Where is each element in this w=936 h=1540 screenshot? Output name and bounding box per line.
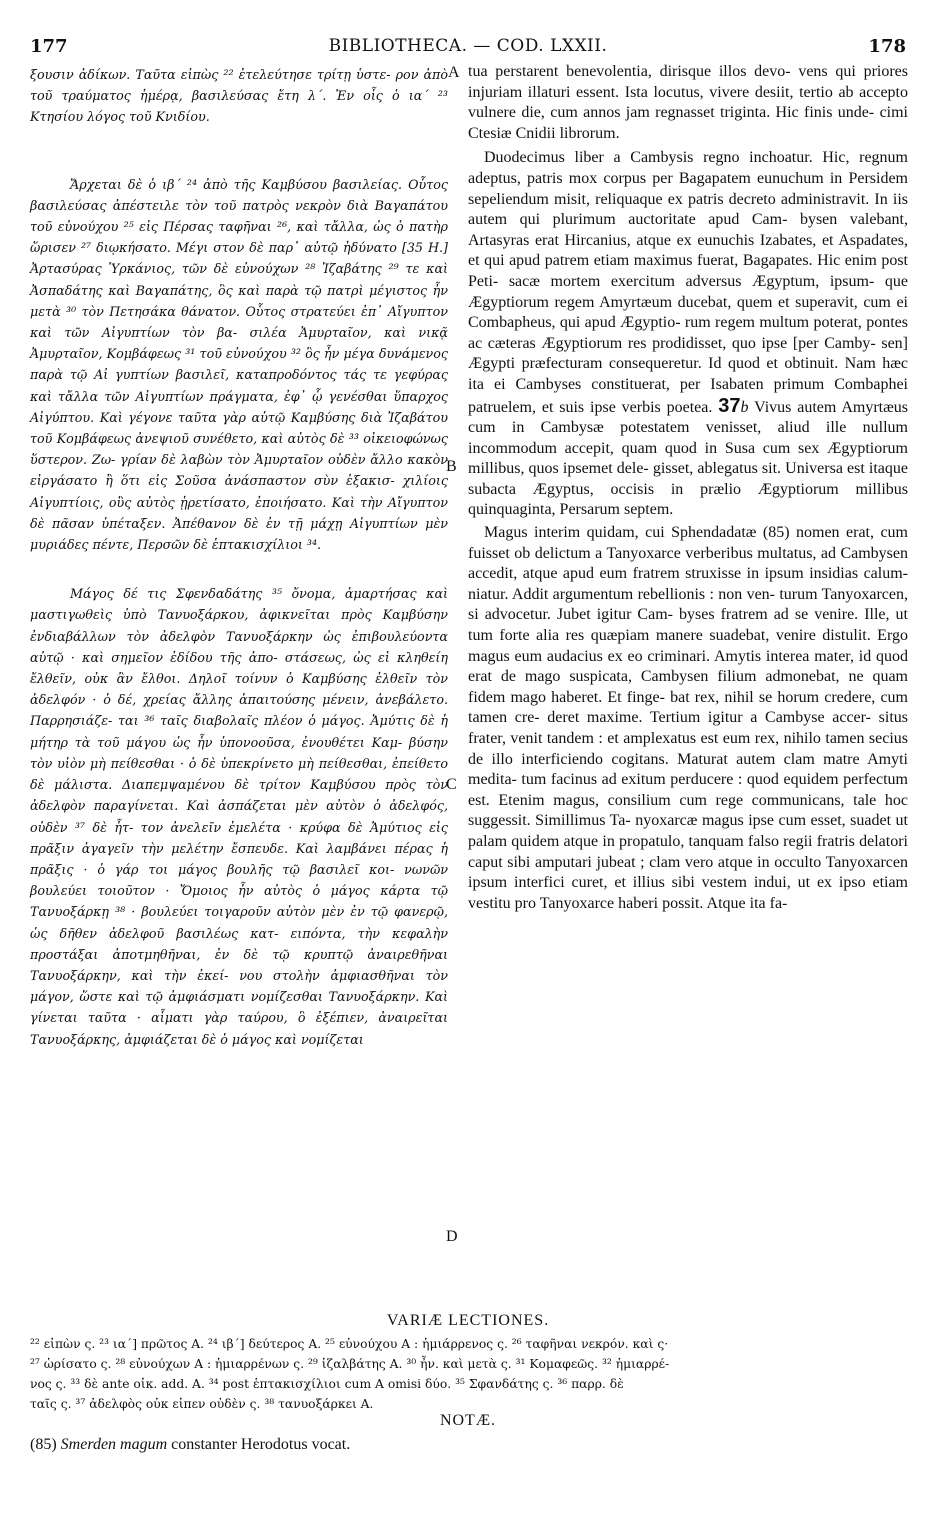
greek-column <box>30 64 448 1050</box>
variae-lectiones <box>30 1334 906 1414</box>
note-text: constanter Herodotus vocat. <box>171 1436 351 1453</box>
variant-line: ²⁷ ὡρίσατο ς. ²⁸ εὐνούχων A : ἡμιαρρένων ς. ²⁹ ἰζαλβάτης A. ³⁰ ἦν. καὶ μετὰ ς. ³¹ Κομαφεῶς. ³² ἡμιαρρέ- <box>30 1357 670 1371</box>
page-mark-side: b <box>740 398 749 416</box>
variae-lectiones-heading: VARIÆ LECTIONES. <box>386 1312 550 1329</box>
latin-paragraph-2 <box>468 148 908 521</box>
page-mark-number: 37 <box>718 394 741 417</box>
latin-paragraph-1: tua perstarent benevolentia, dirisque illos devo- vens qui priores injuriam illaturi essent. Ista locutus, vivere desiit, tertio ab accepto vulnere die, cum annos jam regnasset triginta. Hic finis unde- cimi Ctesiæ Cnidii librorum. <box>468 63 908 142</box>
latin-paragraph-2b: Vivus autem Amyrtæus cum in Cambysæ potestatem venisset, aliud ille nullum incommodum accepit, quam quod in Susa cum sex Ægyptiorum millibus, quos ipsemet dele- gisset, ablegatus sit. Universa est itaque subacta Ægyptus, occisis in prælio Ægyptiorum millibus quinquaginta, Persarum septem. <box>468 398 908 519</box>
margin-marker-a: A <box>448 64 460 81</box>
left-page-number: 177 <box>30 36 68 57</box>
note-number: (85) <box>30 1436 57 1453</box>
variant-line: νος ς. ³³ δὲ ante οἰκ. add. A. ³⁴ post ἑπτακισχίλιοι cum A omisi δύο. ³⁵ Σφανδάτης ς. ³⁶ παρρ. δὲ <box>30 1377 624 1391</box>
right-page-number: 178 <box>868 36 906 57</box>
margin-marker-b: B <box>446 458 457 475</box>
greek-paragraph-3: Μάγος δέ τις Σφενδαδάτης ³⁵ ὄνομα, ἁμαρτήσας καὶ μαστιγωθεὶς ὑπὸ Τανυοξάρκου, ἀφικνεῖται πρὸς Καμβύσην ἐνδιαβάλλων τὸν ἀδελφὸν Τανυοξάρκην ὡς ἐπιβουλεύοντα αὐτῷ · καὶ σημεῖον ἐδίδου τῆς ἀπο- στάσεως, ὡς εἰ κληθείη ἔλθεῖν, οὐκ ἂν ἔλθοι. Δηλοῖ τοίνυν ὁ Καμβύσης ἐλθεῖν τὸν ἀδελφόν · ὁ δέ, χρείας ἄλλης ἀπαιτούσης μένειν, ἀνεβάλετο. Παρρησιάζε- ται ³⁶ ταῖς διαβολαῖς πλέον ὁ μάγος. Ἀμύτις δὲ ἡ μήτηρ τὰ τοῦ μάγου ὡς ἦν ὑπονοοῦσα, ἐνουθέτει Καμ- βύσην τὸν υἱὸν μὴ πείθεσθαι · ὁ δὲ ὑπεκρίνετο μὴ πείθεσθαι, ἐπείθετο δὲ μάλιστα. Διαπεμψαμένου δὲ τρίτον Καμβύσου πρὸς τὸν ἀδελφὸν παραγίνεται. Καὶ ἀσπάζεται μὲν αὐτὸν ὁ ἀδελφός, οὐδὲν ³⁷ δὲ ἧτ- τον ἀνελεῖν ἐμελέτα · κρύφα δὲ Ἀμύτιος εἰς πρᾶξιν ἀγαγεῖν τὴν μελέτην ἔσπευδε. Καὶ λαμβάνει πέρας ἡ πρᾶξις · ὁ γάρ τοι μάγος βουλῆς τῷ βασιλεῖ κοι- νωνῶν βουλεύει τοιοῦτον · Ὅμοιος ἦν αὐτὸς ὁ μάγος κάρτα τῷ Τανυοξάρκῃ ³⁸ · βουλεύει τοιγαροῦν αὐτὸν μὲν ἐν τῷ φανερῷ, ὡς δῆθεν ἀδελφοῦ βασιλέως κατ- ειπόντα, τὴν κεφαλὴν προστάξαι ἀποτμηθῆναι, ἐν δὲ τῷ κρυπτῷ ἀναιρεθῆναι Τανυοξάρκην, καὶ τὴν ἐκεί- νου στολὴν ἀμφιασθῆναι τὸν μάγον, ὥστε καὶ τῷ ἀμφιάσματι νομίζεσθαι Τανυοξάρκην. Καὶ γίνεται ταῦτα · αἷματι γὰρ ταύρου, ὃ ἐξέπιεν, ἀναιρεῖται Τανυοξάρκης, ἀμφιάζεται δὲ ὁ μάγος καὶ νομίζεται <box>30 586 448 1047</box>
greek-paragraph-1: ξουσιν ἀδίκων. Ταῦτα εἰπὼς ²² ἐτελεύτησε τρίτῃ ὑστε- ρον ἀπὸ τοῦ τραύματος ἡμέρᾳ, βασιλεύσας ἔτη λ΄. Ἐν οἷς ὁ ια΄ ²³ Κτησίου λόγος τοῦ Κνιδίου. <box>30 67 448 125</box>
margin-marker-d: D <box>446 1228 458 1245</box>
note-italic-text: Smerden magum <box>60 1436 168 1453</box>
variant-line: ταῖς ς. ³⁷ ἀδελφὸς οὐκ εἰπεν οὐδὲν ς. ³⁸ τανυοξάρκει A. <box>30 1397 374 1411</box>
page-header <box>0 8 936 57</box>
latin-paragraph-2a: Duodecimus liber a Cambysis regno inchoatur. Hic, regnum adeptus, patris mox corpus per Bagapatem eunuchum in Persidem sepeliendum misit, reliquaque ex patris decreto administravit. In iis autem qui plurimum auctoritate apud Cam- bysen valebant, Artasyras erat Hircanius, atque ex eunuchis Izabates, et Aspadates, et qui apud patrem etiam maximus fuerat, Bagapates. Hic enim post Peti- sacæ mortem exercitum adversus Ægyptum, ipsum- que Ægyptiorum regem Amyrtæum ducebat, quem et superavit, cum ei Combapheus, qui apud Ægyptio- rum regem multum poterat, pontes ac cæteras Ægyptiorum res prodidisset, quo ipse [per Camby- sen] Ægypti præfecturam consequeretur. Id quod et obtinuit. Nam hæc ita ei Cambyses constituerat, per Isabaten primum Combaphei patruelem, et suis ipse verbis poetea. <box>468 149 908 416</box>
variant-line: ²² εἰπὼν ς. ²³ ια΄] πρῶτος A. ²⁴ ιβ΄] δεύτερος A. ²⁵ εὐνούχου A : ἡμιάρρενος ς. ²⁶ ταφῆναι νεκρόν. καὶ ς· <box>30 1337 669 1351</box>
note-85 <box>30 1436 906 1454</box>
margin-marker-c: C <box>446 776 457 793</box>
notae-heading: NOTÆ. <box>439 1412 497 1429</box>
latin-column <box>468 62 908 914</box>
running-title: BIBLIOTHECA. — COD. LXXII. <box>328 36 608 56</box>
greek-paragraph-2: Ἄρχεται δὲ ὁ ιβ΄ ²⁴ ἀπὸ τῆς Καμβύσου βασιλείας. Οὗτος βασιλεύσας ἀπέστειλε τὸν τοῦ πατρὸς νεκρὸν διὰ Βαγαπάτου τοῦ εὐνούχου ²⁵ εἰς Πέρσας ταφῆναι ²⁶, καὶ τἄλλα, ὡς ὁ πατὴρ ὥρισεν ²⁷ διῳκήσατο. Μέγι στον δὲ παρ᾽ αὐτῷ ἠδύνατο [35 H.] Ἀρτασύρας Ὑρκάνιος, τῶν δὲ εὐνούχων ²⁸ Ἰζαβάτης ²⁹ τε καὶ Ἀσπαδάτης καὶ Βαγαπάτης, ὃς καὶ παρὰ τῷ πατρὶ μέγιστος ἦν μετὰ ³⁰ τὸν Πετησάκα θάνατον. Οὗτος στρατεύει ἐπ᾽ Αἴγυπτον καὶ τῶν Αἰγυπτίων τὸν βα- σιλέα Ἀμυρταῖον, καὶ νικᾷ Ἀμυρταῖον, Κομβάφεως ³¹ τοῦ εὐνούχου ³² ὃς ἦν μέγα δυνάμενος παρὰ τῷ Αἰ γυπτίων βασιλεῖ, καταπροδόντος τάς τε γεφύρας καὶ τἄλλα τῶν Αἰγυπτίων πράγματα, ἐφ᾽ ᾧ γενέσθαι ὕπαρχος Αἰγύπτου. Καὶ γέγονε ταῦτα γὰρ αὐτῷ Καμβύσης διὰ Ἰζαβάτου τοῦ Κομβάφεως ἀνεψιοῦ συνέθετο, καὶ αὐτὸς δὲ ³³ οἰκειοφώνως ὕστερον. Ζω- γρίαν δὲ λαβὼν τὸν Ἀμυρταῖον οὐδὲν ἄλλο κακὸν εἰργάσατο ἢ ὅτι εἰς Σοῦσα ἀνάσπαστον σὺν ἑξακισ- χιλίοις Αἰγυπτίοις, οὓς αὐτὸς ᾐρετίσατο, ἐποιήσατο. Καὶ τὴν Αἴγυπτον δὲ πᾶσαν ὑπέταξεν. Ἀπέθανον δὲ ἐν τῇ μάχῃ Αἰγυπτίων μὲν μυριάδες πέντε, Περσῶν δὲ ἑπτακισχίλιοι ³⁴. <box>30 176 448 553</box>
latin-paragraph-3: Magus interim quidam, cui Sphendadatæ (85) nomen erat, cum fuisset ob delictum a Tanyoxarce verberibus multatus, ad Cambysen accedit, atque apud eum fratrem struxisse in ipsum insidias calum- niatur. Addit argumentum rebellionis : non ven- turum Tanyoxarcen, si advocetur. Jubet igitur Cam- byses fratrem ad se venire. Ille, ut tum forte alia res quæpiam manere suadebat, venire distulit. Ergo magus eum audacius ex eo criminari. Amytis interea mater, id quod erat de mago suspicata, Cambysen filium admonebat, ne quam fidem mago haberet. Et finge- bat rex, nihil se horum credere, cum tamen cre- deret maxime. Tertium igitur a Cambyse accer- situs frater, venit tandem : et amplexatus est eum rex, nihilo tamen secius de illo interficiendo cogitans. Maturat autem clam matre Amyti medita- tum facinus ad exitum perducere : quod equidem perfectum est. Etenim magus, consilium cum rege communicans, tale hoc suggessit. Simillimus Ta- nyoxarcæ magus ipse cum esset, suadet ut palam quidem atque in propatulo, tanquam falso regii fratris delatori caput sibi amputari jubeat ; clam vero atque in occulto Tanyoxarcen ipsum interfici curet, et illius sibi vestem indui, ut ex ipso etiam vestitu pro Tanyoxarce haberi possit. Atque ita fa- <box>468 524 908 912</box>
